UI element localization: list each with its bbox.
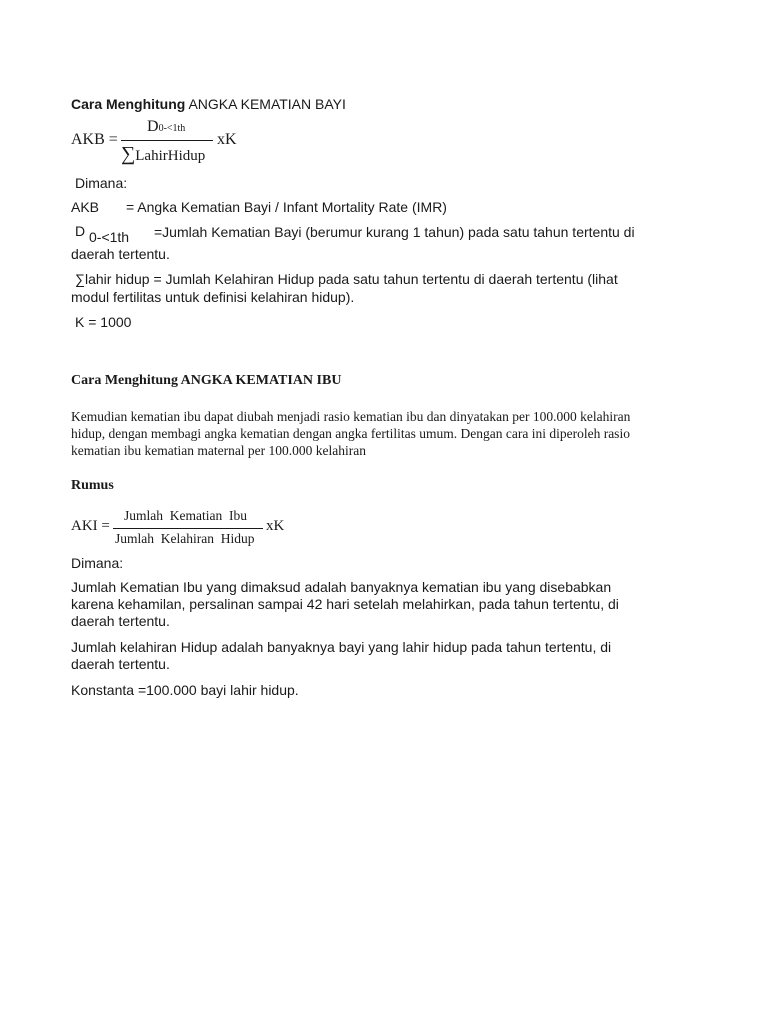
d-term <box>75 223 85 239</box>
def1-line1: Jumlah Kematian Ibu yang dimaksud adalah banyaknya kematian ibu yang disebabkan <box>71 579 612 595</box>
section2-dimana: Dimana: <box>71 555 124 571</box>
lahir-line1: ∑lahir hidup = Jumlah Kelahiran Hidup pada satu tahun tertentu di daerah tertentu (lihat <box>75 271 618 287</box>
aki-suffix: xK <box>266 518 285 534</box>
aki-numerator: Jumlah Kematian Ibu <box>124 508 247 523</box>
akb-fraction-bar <box>121 140 213 141</box>
aki-lhs: AKI = <box>71 518 110 534</box>
akb-term: AKB <box>71 199 100 215</box>
akb-numerator <box>147 118 185 136</box>
def1-line2: karena kehamilan, persalinan sampai 42 hari setelah melahirkan, pada tahun tertentu, di <box>71 596 619 612</box>
d-term-sub: 0-<1th <box>89 229 130 245</box>
section1-heading <box>71 96 346 112</box>
para-line3: kematian ibu kematian maternal per 100.000 kelahiran <box>71 443 367 458</box>
akb-denominator <box>121 143 205 166</box>
def2-line1: Jumlah kelahiran Hidup adalah banyaknya bayi yang lahir hidup pada tahun tertentu, di <box>71 639 612 655</box>
sigma-icon: ∑ <box>121 143 136 165</box>
d-desc-line2: daerah tertentu. <box>71 246 170 262</box>
aki-fraction-bar <box>113 528 263 529</box>
d-desc-line1: =Jumlah Kematian Bayi (berumur kurang 1 tahun) pada satu tahun tertentu di <box>154 224 635 240</box>
section1-heading-bold: Cara Menghitung <box>71 96 186 112</box>
section2-paragraph <box>71 408 731 459</box>
def2 <box>71 639 711 673</box>
akb-num-main: D <box>147 118 159 135</box>
konstanta: Konstanta =100.000 bayi lahir hidup. <box>71 682 299 698</box>
rumus-heading: Rumus <box>71 478 114 493</box>
para-line1: Kemudian kematian ibu dapat diubah menjadi rasio kematian ibu dan dinyatakan per 100.000 kelahiran <box>71 409 631 424</box>
def1-line3: daerah tertentu. <box>71 613 170 629</box>
akb-den-text: LahirHidup <box>135 148 206 164</box>
section1-dimana: Dimana: <box>75 175 128 191</box>
k-constant: K = 1000 <box>75 314 132 330</box>
akb-lhs: AKB = <box>71 131 118 148</box>
section1-heading-rest: ANGKA KEMATIAN BAYI <box>188 96 346 112</box>
para-line2: hidup, dengan membagi angka kematian dengan angka fertilitas umum. Dengan cara ini diperoleh rasio <box>71 426 630 441</box>
akb-suffix: xK <box>217 131 237 148</box>
lahir-line2: modul fertilitas untuk definisi kelahiran hidup). <box>71 289 355 305</box>
def2-line2: daerah tertentu. <box>71 656 170 672</box>
def1 <box>71 579 711 630</box>
akb-num-sub: 0-<1th <box>158 123 186 134</box>
aki-denominator: Jumlah Kelahiran Hidup <box>115 531 255 546</box>
akb-desc: = Angka Kematian Bayi / Infant Mortality Rate (IMR) <box>126 199 447 215</box>
section2-heading: Cara Menghitung ANGKA KEMATIAN IBU <box>71 373 342 388</box>
d-term-main: D <box>75 223 86 239</box>
